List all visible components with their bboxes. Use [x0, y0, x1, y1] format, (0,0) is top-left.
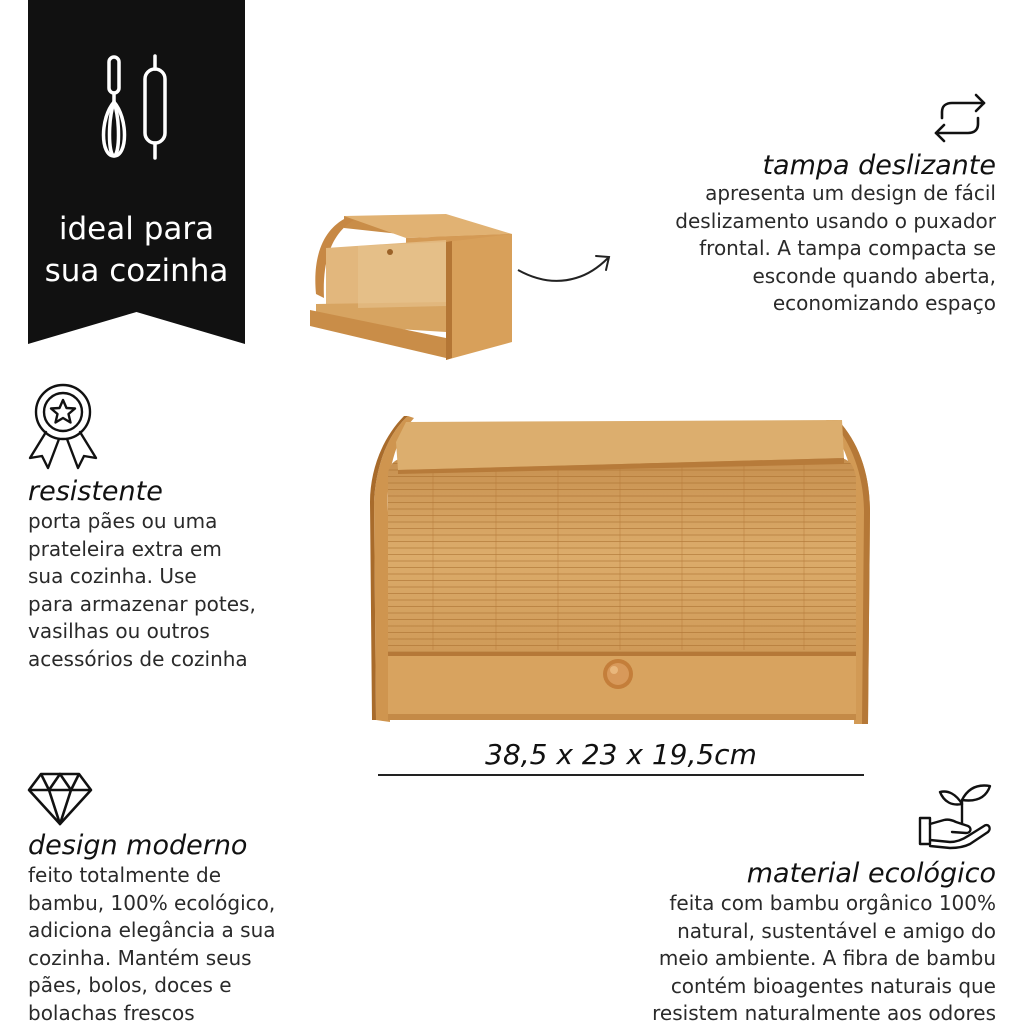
sliding-lid-line-5: economizando espaço: [772, 291, 996, 315]
eco-material-line-2: natural, sustentável e amigo do: [677, 918, 996, 943]
small-bread-box-image: [306, 212, 518, 362]
modern-design-line-2: bambu, 100% ecológico,: [28, 890, 276, 915]
resistant-line-6: acessórios de cozinha: [28, 646, 248, 671]
feature-modern-design: [28, 830, 368, 1027]
feature-resistant: [28, 476, 348, 673]
feature-eco-material: [576, 858, 996, 1028]
sliding-lid-line-4: esconde quando aberta,: [752, 263, 996, 288]
sliding-lid-line-3: frontal. A tampa compacta se: [699, 236, 996, 260]
resistant-line-1: porta pães ou uma: [28, 509, 218, 533]
feature-title-eco-material: material ecológico: [746, 858, 996, 889]
hand-plant-icon: [916, 778, 998, 850]
sliding-lid-line-1: apresenta um design de fácil: [705, 181, 996, 205]
banner-background: [28, 0, 245, 344]
diamond-icon: [27, 772, 93, 826]
modern-design-line-1: feito totalmente de: [28, 863, 222, 887]
modern-design-line-5: pães, bolos, doces e: [28, 973, 232, 997]
resistant-line-5: vasilhas ou outros: [28, 619, 210, 643]
eco-material-line-5: resistem naturalmente aos odores: [652, 1001, 996, 1025]
resistant-line-3: sua cozinha. Use: [28, 564, 197, 588]
sliding-lid-line-2: deslizamento usando o puxador: [675, 208, 996, 233]
bread-box-image: [368, 412, 874, 730]
eco-material-line-4: contém bioagentes naturais que: [670, 973, 996, 998]
feature-title-modern-design: design moderno: [28, 830, 248, 861]
kitchen-utensils-icon: [98, 54, 176, 164]
feature-sliding-lid: [596, 150, 996, 318]
award-star-icon: [26, 382, 100, 472]
eco-material-line-1: feita com bambu orgânico 100%: [669, 891, 996, 915]
banner-line-2: sua cozinha: [44, 253, 229, 289]
modern-design-line-6: bolachas frescos: [28, 1000, 195, 1025]
resistant-line-2: prateleira extra em: [28, 536, 222, 561]
dimensions-line: [378, 774, 864, 776]
swap-arrows-icon: [928, 92, 992, 144]
dimensions-label: 38,5 x 23 x 19,5cm: [485, 738, 757, 771]
feature-title-resistant: resistente: [28, 476, 163, 507]
feature-title-sliding-lid: tampa deslizante: [762, 150, 996, 181]
modern-design-line-4: cozinha. Mantém seus: [28, 945, 252, 970]
eco-material-line-3: meio ambiente. A fibra de bambu: [658, 946, 996, 970]
modern-design-line-3: adiciona elegância a sua: [28, 918, 276, 942]
banner-text: [28, 208, 245, 292]
banner-line-1: ideal para: [58, 211, 215, 247]
resistant-line-4: para armazenar potes,: [28, 591, 256, 616]
